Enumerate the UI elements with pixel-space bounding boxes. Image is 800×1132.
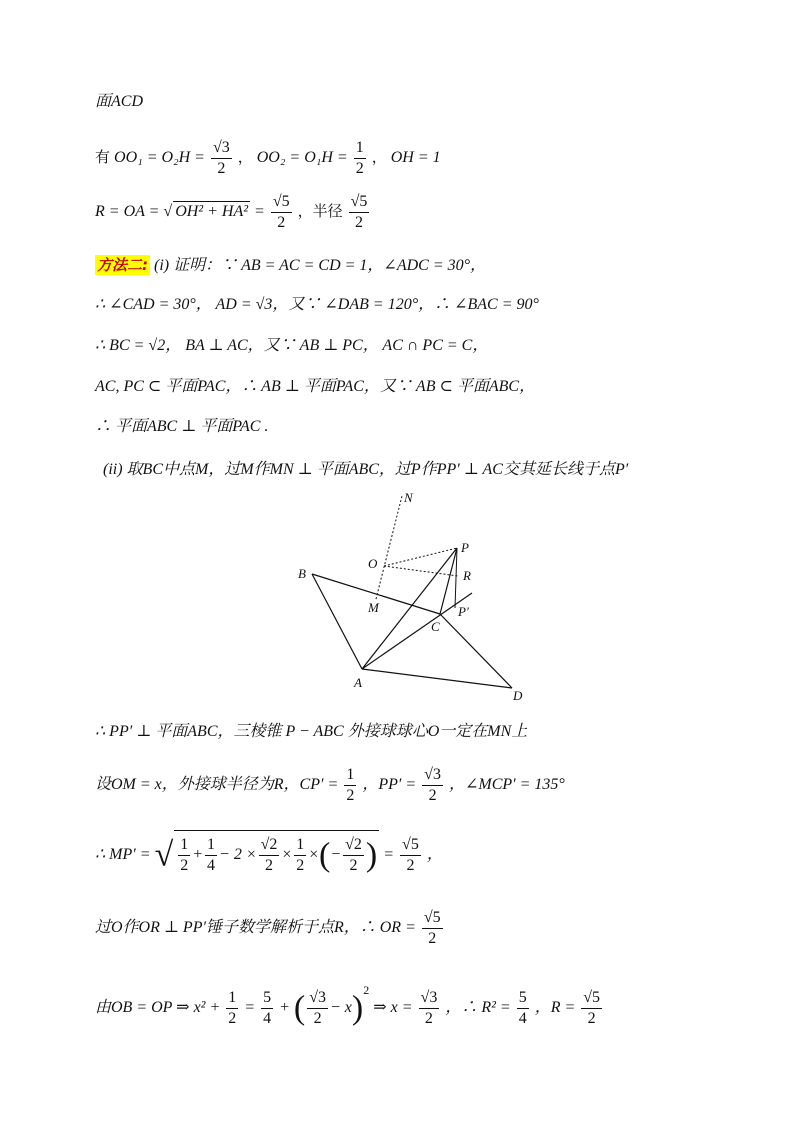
comma: ， [371, 148, 387, 167]
frac-den: 2 [355, 160, 364, 177]
frac-sqrt5-over-2 [271, 192, 292, 233]
frac-num: 1 [178, 835, 190, 856]
frac-num: 1 [226, 988, 238, 1009]
frac-den: 2 [587, 1009, 596, 1027]
line-proof-2: ∴ ∠CAD = 30°， AD = √3，又∵ ∠DAB = 120°，∴ ∠BAC = 90° [95, 296, 539, 313]
frac-num: 5 [517, 988, 529, 1009]
label-d: D [513, 688, 523, 703]
frac-5-over-4 [261, 988, 273, 1029]
frac-1-over-2 [226, 988, 238, 1029]
paren-close: ) [351, 989, 364, 1027]
line-plane-acd: 面ACD [95, 93, 144, 110]
frac-num: √3 [419, 988, 440, 1009]
geometry-figure [290, 488, 550, 708]
expr-r-squared: ，∴ R² = [445, 999, 511, 1016]
comma: ， [426, 846, 443, 864]
frac-num: √5 [400, 835, 421, 856]
radicand: OH² + HA² [175, 203, 249, 221]
frac-1-over-2 [354, 138, 366, 179]
radicand [174, 830, 379, 876]
frac-den: 2 [265, 857, 274, 874]
frac-den: 2 [428, 930, 437, 947]
frac-sqrt5-over-2 [400, 835, 421, 876]
line-mp-prime [95, 830, 443, 876]
frac-den: 2 [313, 1009, 322, 1027]
label-p: P [461, 540, 469, 555]
frac-1-over-2 [178, 835, 190, 876]
segment-ba [312, 574, 362, 669]
frac-den: 2 [428, 787, 437, 804]
frac-den: 2 [217, 160, 226, 177]
line-set-om [95, 765, 565, 806]
expr-pp-prime: ，PP′ = [362, 776, 417, 794]
method2-badge: 方法二: [97, 256, 148, 274]
expr-angle-mcp: ，∠MCP′ = 135° [448, 776, 565, 794]
segment-cd [440, 614, 512, 688]
line-proof-5: ∴ 平面ABC ⊥ 平面PAC . [95, 418, 269, 435]
frac-num: √3 [307, 988, 328, 1009]
line-proof-4: AC, PC ⊂ 平面PAC，∴ AB ⊥ 平面PAC，又∵ AB ⊂ 平面ABC， [95, 378, 536, 395]
line-proof-3: ∴ BC = √2， BA ⊥ AC，又∵ AB ⊥ PC， AC ∩ PC = C， [95, 337, 489, 354]
line-or [95, 908, 445, 949]
frac-den: 2 [228, 1009, 237, 1027]
comma: ， [237, 148, 253, 167]
frac-num: √5 [271, 192, 292, 213]
expr-ob-op: 由OB = OP ⇒ x² + [95, 999, 221, 1016]
expr-mp-prime: ∴ MP′ = [95, 846, 151, 864]
frac-sqrt2-over-2 [343, 835, 364, 876]
frac-num: √5 [581, 988, 602, 1009]
segment-or [384, 566, 458, 576]
paren-close: ) [365, 836, 378, 874]
implies-x: ⇒ x = [373, 999, 413, 1016]
frac-num: √5 [349, 192, 370, 213]
times: × [281, 846, 293, 864]
text-you: 有 [95, 148, 111, 167]
segment-ad [362, 669, 512, 688]
plus: + [192, 846, 204, 864]
line-part-ii: (ii) 取BC中点M，过M作MN ⊥ 平面ABC，过P作PP′ ⊥ AC交其延长线于点P′ [103, 461, 629, 478]
frac-den: 2 [355, 214, 363, 231]
frac-den: 2 [277, 214, 286, 231]
line-method2-proof [95, 255, 486, 276]
proof-step-1: (i) 证明：∵ AB = AC = CD = 1，∠ADC = 30°， [154, 257, 487, 274]
frac-num: 5 [261, 988, 273, 1009]
frac-sqrt5-over-2 [581, 988, 602, 1029]
frac-sqrt2-over-2 [259, 835, 280, 876]
negative: − [330, 846, 342, 864]
frac-num: √5 [422, 908, 443, 929]
expr-set-om: 设OM = x，外接球半径为R，CP′ = [95, 776, 339, 794]
label-p-prime: P′ [458, 604, 469, 619]
frac-num: 1 [294, 835, 306, 856]
expr-oo2: OO₂ = O₁H = [256, 149, 348, 167]
frac-1-over-2 [294, 835, 306, 876]
label-o: O [368, 556, 378, 571]
frac-sqrt3-over-2 [422, 765, 443, 806]
frac-1-over-2 [344, 765, 356, 806]
frac-sqrt3-over-2 [307, 988, 328, 1029]
expr-oo1: OO₁ = O₂H = [114, 149, 205, 167]
paren-open: ( [319, 836, 331, 874]
frac-num: 1 [205, 835, 217, 856]
expr-or: 过O作OR ⊥ PP′锤子数学解析于点R，∴ OR = [95, 919, 416, 937]
radical-sign: √ [163, 203, 173, 221]
label-m: M [368, 600, 379, 615]
frac-sqrt3-over-2 [211, 138, 232, 179]
frac-den: 4 [518, 1009, 527, 1027]
frac-num: √3 [422, 765, 443, 786]
minus-x: − x [329, 999, 352, 1016]
equals: = [254, 203, 265, 221]
line-ob-op [95, 980, 604, 1029]
frac-num: √3 [211, 138, 232, 159]
times: × [308, 846, 320, 864]
expr-oh: OH = 1 [390, 149, 441, 167]
frac-den: 2 [424, 1009, 433, 1027]
line-oo1-values [95, 138, 441, 179]
text-radius: ，半径 [297, 202, 343, 221]
frac-5-over-4 [517, 988, 529, 1029]
expr-r-oa: R = OA = [95, 203, 160, 221]
frac-den: 2 [349, 857, 358, 874]
frac-num: 1 [354, 138, 366, 159]
segment-op [384, 548, 457, 566]
frac-1-over-4 [205, 835, 217, 876]
frac-num: √2 [259, 835, 280, 856]
paren-open: ( [293, 989, 306, 1027]
label-b: B [298, 566, 306, 581]
line-sphere-center: ∴ PP′ ⊥ 平面ABC，三棱锥 P − ABC 外接球球心O一定在MN上 [95, 723, 528, 740]
frac-den: 4 [263, 1009, 272, 1027]
frac-sqrt3-over-2 [419, 988, 440, 1029]
line-radius [95, 192, 371, 233]
frac-den: 4 [207, 857, 216, 874]
frac-den: 2 [346, 787, 355, 804]
frac-num: 1 [344, 765, 356, 786]
frac-sqrt5-over-2 [349, 192, 370, 233]
radical-sign: √ [154, 836, 174, 874]
minus-two-times: − 2 × [219, 846, 257, 864]
frac-den: 2 [296, 857, 305, 874]
expr-r: ，R = [534, 999, 576, 1016]
exponent: 2 [363, 983, 370, 997]
label-r: R [463, 568, 471, 583]
label-n: N [404, 490, 413, 505]
equals: = [244, 999, 256, 1016]
plus: + [279, 999, 290, 1016]
frac-den: 2 [180, 857, 189, 874]
segment-mn [376, 496, 402, 599]
frac-den: 2 [406, 857, 415, 874]
label-c: C [431, 619, 440, 634]
label-a: A [354, 675, 362, 690]
frac-sqrt5-over-2 [422, 908, 443, 949]
equals: = [383, 846, 395, 864]
frac-num: √2 [343, 835, 364, 856]
